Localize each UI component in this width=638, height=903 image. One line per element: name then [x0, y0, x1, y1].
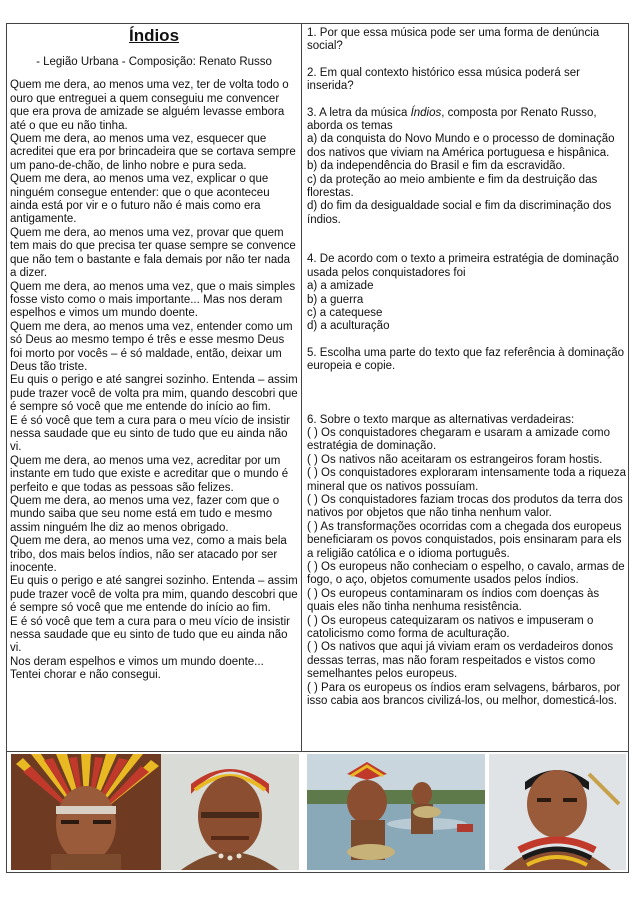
question-5 — [307, 347, 627, 374]
question-4-option-a: a) a amizade — [307, 280, 374, 293]
question-6-stem: 6. Sobre o texto marque as alternativas verdadeiras: — [307, 413, 575, 426]
question-6-item: ( ) Os europeus contaminaram os índios com doenças às quais eles não tinha nenhuma resistência. — [307, 587, 600, 614]
photo-divider — [7, 751, 628, 752]
question-6-item: ( ) Os europeus não conheciam o espelho, o cavalo, armas de fogo, o aço, objetos comumente usados pelos índios. — [307, 561, 625, 587]
question-4-option-c: c) a catequese — [307, 306, 383, 319]
lyrics-line: Quem me dera, ao menos uma vez, entender como um só Deus ao mesmo tempo é três e esse mesmo Deus foi morto por vocês – é só maldade, então, deixar um Deus tão triste. — [10, 320, 293, 373]
question-6-item: ( ) Os conquistadores faziam trocas dos produtos da terra dos nativos por objetos que não tinha nenhum valor. — [307, 493, 623, 520]
question-4 — [307, 253, 627, 333]
question-3-option-d: d) do fim da desigualdade social e fim da discriminação dos índios. — [307, 200, 612, 226]
question-3-prefix: 3. A letra da música — [307, 106, 411, 119]
lyrics-column — [10, 26, 298, 750]
question-6-item: ( ) Os conquistadores exploraram intensamente toda a riqueza mineral que os nativos possuíam. — [307, 467, 626, 493]
lyrics-line: E é só você que tem a cura para o meu vício de insistir nessa saudade que eu sinto de tudo que eu ainda não vi. — [10, 414, 290, 454]
lyrics-line: Quem me dera, ao menos uma vez, explicar o que ninguém consegue entender: que o que aconteceu ainda está por vir e o futuro não é mais como era antigamente. — [10, 173, 270, 226]
lyrics-line: Quem me dera, ao menos uma vez, acreditar por um instante em tudo que existe e acreditar que o mundo é perfeito e que todas as pessoas são felizes. — [10, 454, 289, 494]
lyrics-line: Quem me dera, ao menos uma vez, que o mais simples fosse visto como o mais importante... Mas nos deram espelhos e vimos um mundo doente. — [10, 280, 296, 320]
lyrics-line: Quem me dera, ao menos uma vez, ter de volta todo o ouro que entreguei a quem conseguiu me convencer que era prova de amizade se alguém levasse embora até o que eu não tinha. — [10, 79, 289, 132]
photo-painted-face-portrait — [161, 754, 299, 870]
lyrics-line: Quem me dera, ao menos uma vez, esquecer que acreditei que era por brincadeira que se cortava sempre um pano-de-chão, de linho nobre e pura seda. — [10, 133, 296, 172]
question-4-option-b: b) a guerra — [307, 293, 364, 306]
worksheet — [6, 23, 629, 873]
question-6-item: ( ) Os conquistadores chegaram e usaram a amizade como estratégia de dominação. — [307, 426, 610, 453]
lyrics-title: Índios — [128, 26, 180, 45]
question-3-song-title: Índios — [410, 106, 442, 119]
lyrics-line: E é só você que tem a cura para o meu vício de insistir nessa saudade que eu sinto de tudo que eu ainda não vi. — [10, 615, 290, 655]
lyrics-line: Eu quis o perigo e até sangrei sozinho. Entenda – assim pude trazer você de volta pra mim, quando descobri que é sempre só você que me entende do início ao fim. — [10, 374, 298, 414]
question-5-text: 5. Escolha uma parte do texto que faz referência à dominação europeia e copie. — [307, 346, 625, 373]
question-6-item: ( ) Os nativos que aqui já viviam eram os verdadeiros donos dessas terras, mas não foram respeitados e vistos como semelhantes pelos europeus. — [307, 641, 614, 681]
question-3-option-b: b) da independência do Brasil e fim da escravidão. — [307, 160, 566, 173]
lyrics-line: Quem me dera, ao menos uma vez, como a mais bela tribo, dos mais belos índios, não ser atacado por ser inocente. — [10, 535, 287, 575]
lyrics-line: Eu quis o perigo e até sangrei sozinho. Entenda – assim pude trazer você de volta pra mim, quando descobri que é sempre só você que me entende do início ao fim. — [10, 575, 298, 615]
photo-strip — [11, 754, 626, 870]
question-4-option-d: d) a aculturação — [307, 320, 390, 333]
question-6-item: ( ) Os europeus catequizaram os nativos e impuseram o catolicismo como forma de aculturação. — [307, 614, 594, 641]
question-3-option-c: c) da proteção ao meio ambiente e fim da destruição das florestas. — [307, 173, 598, 200]
question-2-text: 2. Em qual contexto histórico essa música poderá ser inserida? — [307, 66, 580, 93]
question-3-suffix: , composta por Renato Russo, aborda os temas — [307, 106, 597, 133]
question-1 — [307, 27, 627, 54]
question-3-option-a: a) da conquista do Novo Mundo e o processo de dominação dos nativos que viviam na América portuguesa e hispânica. — [307, 133, 615, 159]
question-6-item: ( ) Os nativos não aceitaram os estrangeiros foram hostis. — [307, 453, 603, 466]
question-3 — [307, 107, 627, 228]
question-6-item: ( ) Para os europeus os índios eram selvagens, bárbaros, por isso cabia aos brancos civilizá-los, ou melhor, domesticá-los. — [307, 681, 621, 708]
lyrics-line: Quem me dera, ao menos uma vez, fazer com que o mundo saiba que seu nome está em tudo e mesmo assim ninguém lhe diz ao menos obrigado. — [10, 495, 280, 534]
lyrics-line: Tentei chorar e não consegui. — [10, 669, 161, 682]
questions-column — [307, 27, 627, 749]
question-3-stem — [307, 107, 627, 134]
lyrics-line: Quem me dera, ao menos uma vez, provar que quem tem mais do que precisa ter quase sempre se convence que não tem o bastante e fala demais por não ter nada a dizer. — [10, 226, 296, 280]
photo-headdress-portrait — [11, 754, 161, 870]
lyrics-subtitle: - Legião Urbana - Composição: Renato Russo — [36, 56, 272, 68]
column-divider — [301, 24, 302, 751]
question-6 — [307, 414, 627, 709]
question-1-text: 1. Por que essa música pode ser uma forma de denúncia social? — [307, 27, 600, 53]
question-6-item: ( ) As transformações ocorridas com a chegada dos europeus beneficiaram os povos conquistados, pois ensinaram para els a religião católica e o idioma português. — [307, 520, 622, 560]
photo-necklace-portrait — [489, 754, 626, 870]
question-4-stem: 4. De acordo com o texto a primeira estratégia de dominação usada pelos conquistadores foi — [307, 253, 619, 279]
question-2 — [307, 67, 627, 94]
photo-fishermen-river — [307, 754, 485, 870]
lyrics-line: Nos deram espelhos e vimos um mundo doente... — [10, 655, 264, 668]
lyrics-body — [10, 79, 298, 682]
